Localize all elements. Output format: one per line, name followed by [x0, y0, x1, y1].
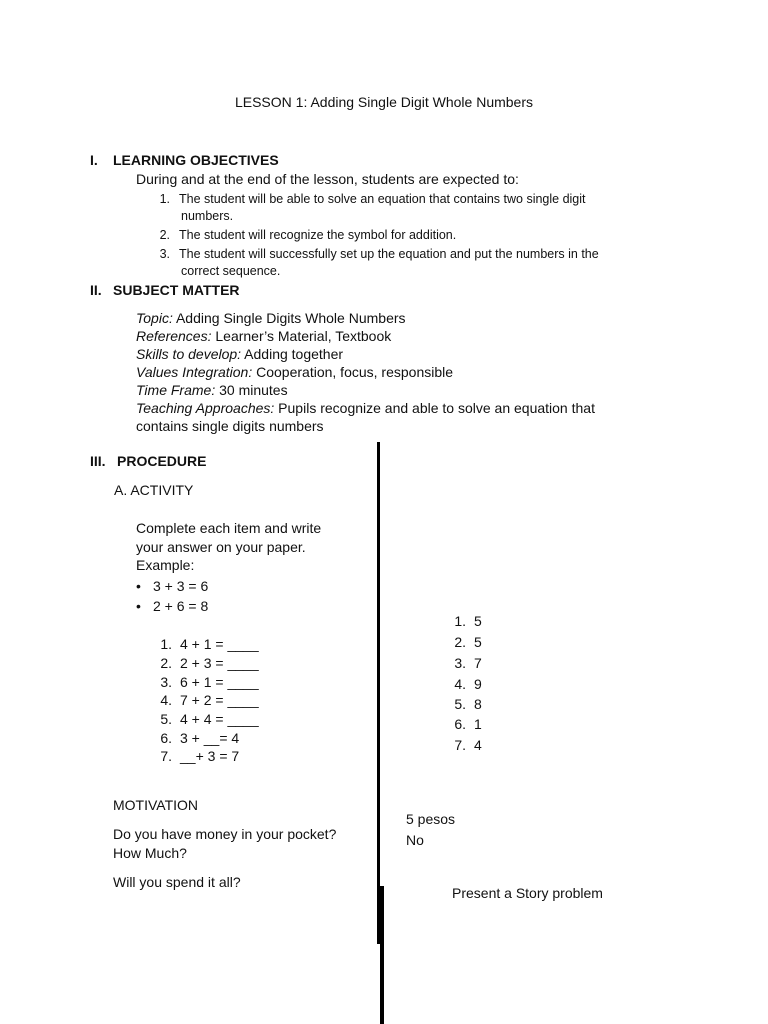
- activity-label: A. ACTIVITY: [114, 482, 194, 498]
- subject-row-skills: [136, 346, 343, 362]
- exercise-item-4: [157, 692, 259, 708]
- objective-item-3-line2: correct sequence.: [181, 264, 281, 278]
- subject-row-approaches: [136, 400, 595, 416]
- subject-row-values-label: Values Integration:: [136, 364, 253, 380]
- exercise-item-1-text: 4 + 1 = ____: [180, 636, 259, 652]
- answer-item-1-text: 5: [474, 613, 482, 629]
- subject-continuation: contains single digits numbers: [136, 418, 324, 434]
- example-2: [136, 598, 208, 614]
- objective-item-1-line1: The student will be able to solve an equation that contains two single digit: [179, 192, 586, 206]
- subject-row-references: [136, 328, 391, 344]
- objective-item-3-number: 3.: [159, 247, 170, 261]
- subject-heading-text: SUBJECT MATTER: [113, 282, 240, 298]
- objectives-intro: During and at the end of the lesson, students are expected to:: [136, 171, 519, 187]
- exercise-item-3-text: 6 + 1 = ____: [180, 674, 259, 690]
- example-1-text: 3 + 3 = 6: [153, 578, 209, 594]
- exercise-item-4-text: 7 + 2 = ____: [180, 692, 259, 708]
- objective-item-3-line1: The student will successfully set up the equation and put the numbers in the: [179, 247, 599, 261]
- instruction-line-1: Complete each item and write: [136, 520, 322, 536]
- objective-item-2-line1: The student will recognize the symbol for addition.: [179, 228, 457, 242]
- exercise-item-5-number: 5.: [160, 711, 172, 727]
- subject-heading: [90, 282, 240, 298]
- answer-item-5-text: 8: [474, 696, 482, 712]
- question-2: How Much?: [113, 845, 187, 861]
- lesson-title: LESSON 1: Adding Single Digit Whole Numbers: [234, 94, 534, 110]
- instruction-line-3: Example:: [136, 557, 195, 573]
- answer-item-7-number: 7.: [454, 737, 466, 753]
- exercise-item-5: [157, 711, 259, 727]
- subject-row-references-value: Learner’s Material, Textbook: [211, 328, 392, 344]
- bullet-icon: •: [136, 598, 141, 614]
- exercise-item-6-number: 6.: [160, 730, 172, 746]
- subject-row-timeframe-label: Time Frame:: [136, 382, 216, 398]
- subject-row-skills-value: Adding together: [241, 346, 344, 362]
- answer-item-5: [451, 696, 482, 712]
- subject-row-timeframe: [136, 382, 288, 398]
- exercise-item-2: [157, 655, 259, 671]
- answer-item-3: [451, 655, 482, 671]
- answer-item-4: [451, 676, 482, 692]
- exercise-item-7-text: __+ 3 = 7: [180, 748, 240, 764]
- exercise-item-1-number: 1.: [160, 636, 172, 652]
- subject-row-values: [136, 364, 453, 380]
- exercise-item-7-number: 7.: [160, 748, 172, 764]
- answer-item-1-number: 1.: [454, 613, 466, 629]
- column-divider-upper: [377, 442, 380, 944]
- objective-item-2: [155, 227, 456, 244]
- answer-item-2: [451, 634, 482, 650]
- subject-number: II.: [90, 282, 102, 298]
- answer-item-6: [451, 716, 482, 732]
- answer-item-6-text: 1: [474, 716, 482, 732]
- example-1: [136, 578, 208, 594]
- answer-item-1: [451, 613, 482, 629]
- question-3: Will you spend it all?: [113, 874, 241, 890]
- response-2: No: [406, 832, 424, 848]
- story-problem: Present a Story problem: [452, 885, 603, 901]
- exercise-item-6: [157, 730, 239, 746]
- objective-item-1-line2: numbers.: [181, 209, 234, 223]
- column-divider-lower: [380, 886, 384, 1024]
- objective-item-1: [155, 191, 586, 225]
- objectives-number: I.: [90, 152, 98, 168]
- example-2-text: 2 + 6 = 8: [153, 598, 209, 614]
- procedure-number: III.: [90, 453, 106, 469]
- exercise-item-3-number: 3.: [160, 674, 172, 690]
- objective-item-2-number: 2.: [159, 228, 170, 242]
- exercise-item-3: [157, 674, 259, 690]
- instruction-line-2: your answer on your paper.: [136, 539, 306, 555]
- subject-row-skills-label: Skills to develop:: [136, 346, 242, 362]
- subject-row-references-label: References:: [136, 328, 212, 344]
- exercise-item-2-text: 2 + 3 = ____: [180, 655, 259, 671]
- objective-item-1-number: 1.: [159, 192, 170, 206]
- subject-row-topic-value: Adding Single Digits Whole Numbers: [172, 310, 406, 326]
- answer-item-2-number: 2.: [454, 634, 466, 650]
- answer-item-3-text: 7: [474, 655, 482, 671]
- answer-item-2-text: 5: [474, 634, 482, 650]
- answer-item-7-text: 4: [474, 737, 482, 753]
- response-1: 5 pesos: [406, 811, 456, 827]
- motivation-label: MOTIVATION: [113, 797, 199, 813]
- exercise-item-2-number: 2.: [160, 655, 172, 671]
- subject-row-approaches-value: Pupils recognize and able to solve an equation that: [274, 400, 595, 416]
- exercise-item-4-number: 4.: [160, 692, 172, 708]
- answer-item-7: [451, 737, 482, 753]
- bullet-icon: •: [136, 578, 141, 594]
- exercise-item-1: [157, 636, 259, 652]
- objectives-heading: [90, 152, 279, 168]
- subject-row-approaches-label: Teaching Approaches:: [136, 400, 275, 416]
- subject-row-values-value: Cooperation, focus, responsible: [252, 364, 454, 380]
- subject-row-timeframe-value: 30 minutes: [215, 382, 288, 398]
- answer-item-6-number: 6.: [454, 716, 466, 732]
- subject-row-topic: [136, 310, 406, 326]
- answer-item-4-number: 4.: [454, 676, 466, 692]
- exercise-item-5-text: 4 + 4 = ____: [180, 711, 259, 727]
- answer-item-3-number: 3.: [454, 655, 466, 671]
- objective-item-3: [155, 246, 599, 280]
- exercise-item-7: [157, 748, 239, 764]
- answer-item-4-text: 9: [474, 676, 482, 692]
- exercise-item-6-text: 3 + __= 4: [180, 730, 240, 746]
- objectives-heading-text: LEARNING OBJECTIVES: [113, 152, 279, 168]
- subject-row-topic-label: Topic:: [136, 310, 173, 326]
- procedure-heading: [90, 453, 206, 469]
- procedure-heading-text: PROCEDURE: [117, 453, 207, 469]
- answer-item-5-number: 5.: [454, 696, 466, 712]
- question-1: Do you have money in your pocket?: [113, 826, 337, 842]
